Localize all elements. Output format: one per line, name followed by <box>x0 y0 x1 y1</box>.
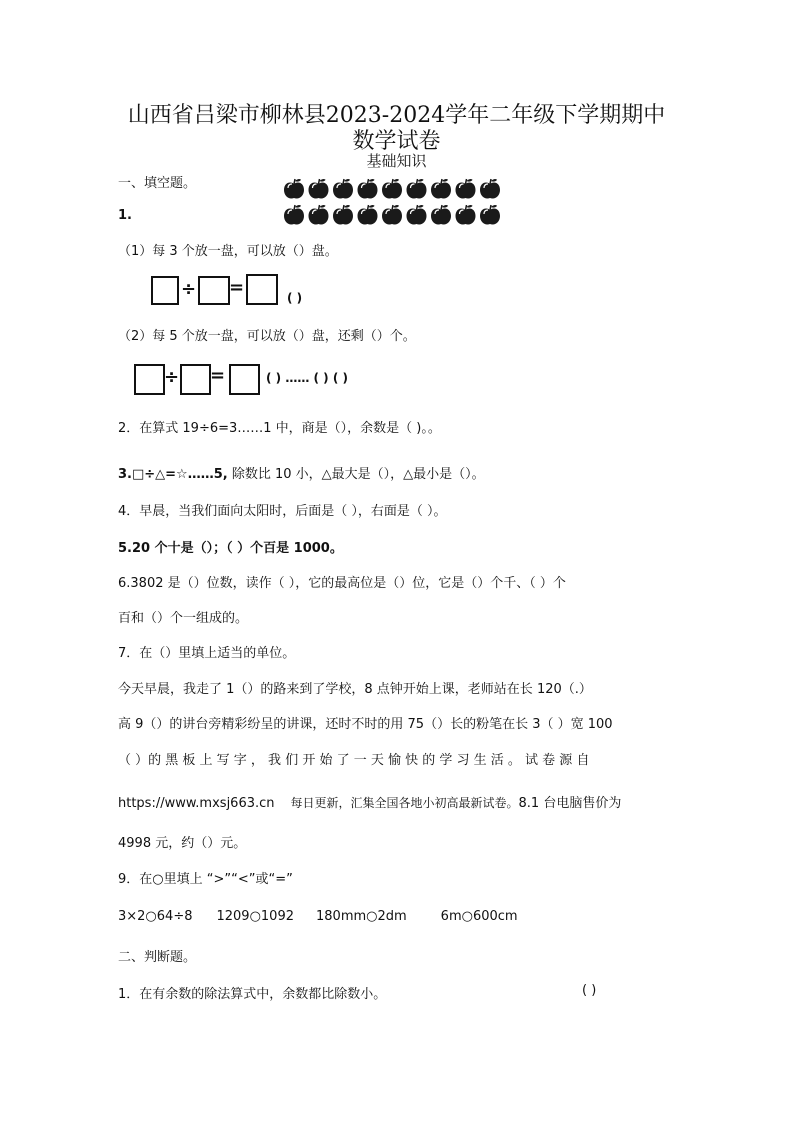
section1-heading: 一、填空题。 <box>118 176 197 191</box>
q9: 9．在○里填上 “>”“<”或“=” <box>118 872 293 887</box>
q7-paragraph-line3: （ ）的 黑 板 上 写 字 ， 我 们 开 始 了 一 天 愉 快 的 学 习 生 活 。 试 卷 源 自 <box>118 753 590 768</box>
q9-item: 1209○1092 <box>216 909 294 924</box>
apple-icon <box>284 179 304 199</box>
q7-paragraph-line2: 高 9（）的讲台旁精彩纷呈的讲课，还时不时的用 75（）长的粉笔在长 3（ ）宽 100 <box>118 717 613 732</box>
judge-q1-paren: ( ) <box>582 983 597 998</box>
q7-paragraph-line1: 今天早晨，我走了 1（）的路来到了学校，8 点钟开始上课，老师站在长 120（.） <box>118 682 592 697</box>
answer-box[interactable] <box>229 364 260 395</box>
apple-icon <box>407 205 427 225</box>
q4: 4．早晨，当我们面向太阳时，后面是（ ），右面是（ ）。 <box>118 504 447 519</box>
q7: 7．在（）里填上适当的单位。 <box>118 646 296 661</box>
q3-symbols: 3.□÷△=☆……5, <box>118 467 228 482</box>
source-ad: 每日更新，汇集全国各地小初高最新试卷。 <box>290 796 519 810</box>
q3-text: 除数比 10 小，△最大是（），△最小是（）。 <box>227 467 485 482</box>
apple-icon <box>480 179 500 199</box>
q9-items <box>118 909 518 924</box>
q7-source-line <box>118 792 621 811</box>
apple-icon <box>431 205 451 225</box>
q6-line2: 百和（）个一组成的。 <box>118 611 249 626</box>
apple-icon <box>456 205 476 225</box>
q8-part2: 4998 元，约（）元。 <box>118 836 247 851</box>
remainder-parens: ( ) …… ( ) ( ) <box>266 371 348 385</box>
q9-item: 6m○600cm <box>440 909 518 924</box>
apple-icon <box>309 179 329 199</box>
answer-box[interactable] <box>134 364 165 395</box>
q1-number: 1. <box>118 208 132 223</box>
apple-icon <box>309 205 329 225</box>
apple-icon <box>284 205 304 225</box>
q9-item: 180mm○2dm <box>316 909 407 924</box>
q1-part2: （2）每 5 个放一盘，可以放（）盘，还剩（）个。 <box>118 329 416 344</box>
apples-illustration <box>283 178 503 228</box>
apple-icon <box>333 179 353 199</box>
divide-sign: ÷ <box>164 367 180 388</box>
answer-box[interactable] <box>180 364 211 395</box>
apple-icon <box>358 179 378 199</box>
apple-icon <box>480 205 500 225</box>
unit-paren: ( ) <box>287 291 303 305</box>
page-title: 山西省吕梁市柳林县2023-2024学年二年级下学期期中 <box>127 103 666 128</box>
page-title-line2: 数学试卷 <box>352 129 441 154</box>
apple-icon <box>456 179 476 199</box>
equals-sign: = <box>210 365 226 386</box>
apple-icon <box>358 205 378 225</box>
q3 <box>118 463 485 482</box>
answer-box[interactable] <box>151 276 179 305</box>
apple-icon <box>407 179 427 199</box>
page-subtitle: 基础知识 <box>366 152 427 170</box>
divide-sign: ÷ <box>181 279 197 300</box>
equals-sign: = <box>229 277 245 298</box>
q1-part1: （1）每 3 个放一盘，可以放（）盘。 <box>118 244 338 259</box>
judge-q1: 1．在有余数的除法算式中，余数都比除数小。 <box>118 987 387 1002</box>
q6-line1: 6.3802 是（）位数，读作（ ），它的最高位是（）位，它是（）个千、（ ）个 <box>118 576 566 591</box>
section2-heading: 二、判断题。 <box>118 950 197 965</box>
apple-icon <box>382 179 402 199</box>
answer-box[interactable] <box>246 274 278 305</box>
source-url[interactable]: https://www.mxsj663.cn <box>118 796 275 811</box>
answer-box[interactable] <box>198 276 230 305</box>
apple-icon <box>333 205 353 225</box>
apple-icon <box>431 179 451 199</box>
q2: 2．在算式 19÷6=3……1 中，商是（），余数是（ )。。 <box>118 421 441 436</box>
apple-icon <box>382 205 402 225</box>
q8-part1: 8.1 台电脑售价为 <box>518 796 622 811</box>
q5: 5.20 个十是（）；（ ）个百是 1000。 <box>118 541 343 556</box>
q9-item: 3×2○64÷8 <box>118 909 193 924</box>
